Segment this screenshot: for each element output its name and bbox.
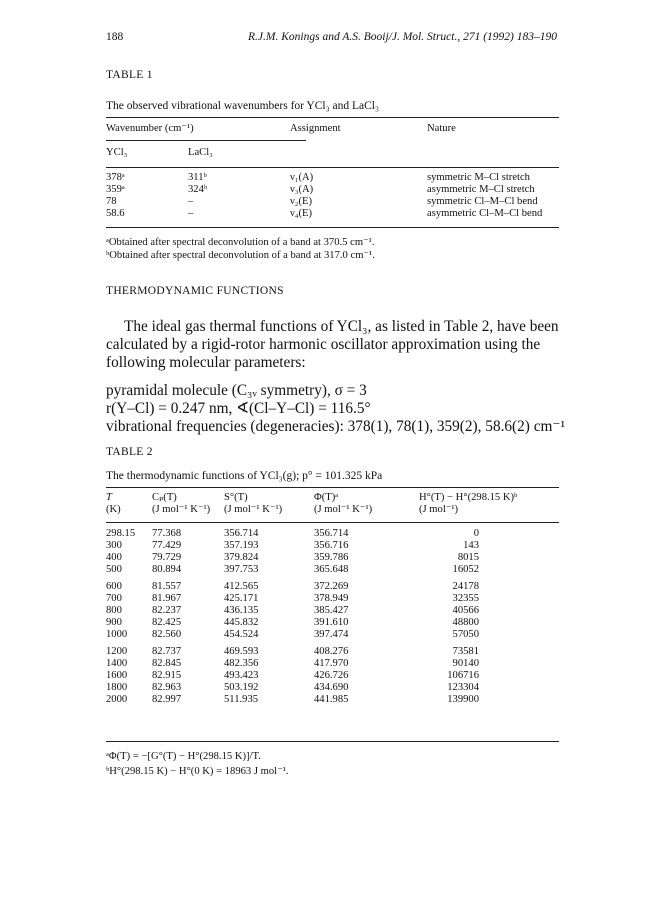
table2-unit-phi: (J mol⁻¹ K⁻¹)	[314, 504, 373, 515]
table1-footnote-a: ᵃObtained after spectral deconvolution of a band at 370.5 cm⁻¹.	[106, 237, 375, 248]
table2-cell-phi: 359.786	[314, 552, 349, 563]
table2-header-rule	[106, 522, 559, 523]
table2-cell-phi: 356.714	[314, 528, 349, 539]
table2-cell-cp: 81.557	[152, 581, 182, 592]
table1-col-nature: Nature	[427, 123, 456, 134]
table2-cell-t: 298.15	[106, 528, 136, 539]
table-row	[106, 564, 559, 576]
table1-cell-lacl3: 311ᵇ	[188, 172, 207, 183]
table2-cell-t: 2000	[106, 694, 128, 705]
table1-cell-lacl3: 324ᵇ	[188, 184, 208, 195]
table2-cell-phi: 408.276	[314, 646, 349, 657]
table2-cell-phi: 426.726	[314, 670, 349, 681]
table1-cell-ycl3: 359ᵃ	[106, 184, 125, 195]
table2-cell-cp: 82.963	[152, 682, 182, 693]
table2-cell-phi: 372.269	[314, 581, 349, 592]
table2-cell-t: 600	[106, 581, 122, 592]
table2-cell-t: 400	[106, 552, 122, 563]
table2-cell-t: 500	[106, 564, 122, 575]
table2-col-h: H°(T) − H°(298.15 K)ᵇ	[419, 492, 518, 503]
table-row	[106, 658, 559, 670]
table2-cell-h: 0	[473, 528, 479, 539]
table2-col-cp: Cₚ(T)	[152, 492, 177, 503]
table1-cell-assignment: ν₂(E)	[290, 196, 313, 207]
table2-cell-s: 469.593	[224, 646, 259, 657]
table2-cell-h: 8015	[457, 552, 479, 563]
table2-cell-cp: 81.967	[152, 593, 182, 604]
table2-cell-s: 493.423	[224, 670, 259, 681]
table2-cell-s: 412.565	[224, 581, 259, 592]
table1-cell-nature: symmetric M–Cl stretch	[427, 172, 530, 183]
table2-cell-h: 143	[463, 540, 479, 551]
table1-header-sub	[106, 147, 559, 159]
table2-header	[106, 492, 559, 516]
table1-cell-nature: symmetric Cl–M–Cl bend	[427, 196, 538, 207]
table1-cell-assignment: ν₄(E)	[290, 208, 313, 219]
table2-footnote-b: ᵇH°(298.15 K) − H°(0 K) = 18963 J mol⁻¹.	[106, 766, 289, 777]
table2-cell-h: 139900	[447, 694, 479, 705]
table2-cell-t: 800	[106, 605, 122, 616]
table-row	[106, 617, 559, 629]
table2-cell-h: 73581	[452, 646, 479, 657]
table2-body	[106, 528, 559, 706]
table-row	[106, 641, 559, 658]
table1-col-ycl3: YCl₃	[106, 147, 128, 158]
table2-cell-t: 1800	[106, 682, 128, 693]
table2-unit-h: (J mol⁻¹)	[419, 504, 459, 515]
table2-cell-cp: 77.429	[152, 540, 182, 551]
table2-cell-h: 40566	[452, 605, 479, 616]
table2-cell-t: 1400	[106, 658, 128, 669]
running-header-citation: R.J.M. Konings and A.S. Booij/J. Mol. Struct., 271 (1992) 183–190	[248, 31, 557, 43]
table2-cell-cp: 82.737	[152, 646, 182, 657]
table2-cell-t: 1000	[106, 629, 128, 640]
table2-cell-cp: 79.729	[152, 552, 182, 563]
table1-footnote-b: ᵇObtained after spectral deconvolution of a band at 317.0 cm⁻¹.	[106, 250, 375, 261]
table2-cell-cp: 82.845	[152, 658, 182, 669]
table2-cell-s: 397.753	[224, 564, 259, 575]
table2-footnote-a: ᵃΦ(T) = −[G°(T) − H°(298.15 K)]/T.	[106, 751, 261, 762]
table-row	[106, 682, 559, 694]
table2-col-t: T	[106, 492, 112, 503]
table2-cell-h: 48800	[452, 617, 479, 628]
table1-span-rule	[106, 140, 306, 141]
table1-cell-lacl3: –	[188, 208, 194, 219]
table1-body	[106, 172, 559, 220]
body-paragraph: The ideal gas thermal functions of YCl₃, as listed in Table 2, have been calculated by a rigid-rotor harmonic oscillator approximation using the following molecular parameters:	[106, 318, 559, 371]
table2-top-rule	[106, 487, 559, 488]
table2-cell-h: 16052	[452, 564, 479, 575]
table1-cell-assignment: ν₃(A)	[290, 184, 314, 195]
table1-cell-lacl3: –	[188, 196, 194, 207]
table2-cell-phi: 356.716	[314, 540, 349, 551]
table2-caption: The thermodynamic functions of YCl₃(g); p° = 101.325 kPa	[106, 470, 383, 482]
table2-cell-cp: 82.237	[152, 605, 182, 616]
table2-cell-s: 357.193	[224, 540, 259, 551]
table2-cell-cp: 82.915	[152, 670, 182, 681]
table-row	[106, 694, 559, 706]
table2-cell-phi: 385.427	[314, 605, 349, 616]
table2-cell-h: 90140	[452, 658, 479, 669]
table2-cell-phi: 434.690	[314, 682, 349, 693]
table2-col-phi: Φ(T)ᵃ	[314, 492, 339, 503]
table2-col-s: S°(T)	[224, 492, 248, 503]
table2-cell-s: 356.714	[224, 528, 259, 539]
table-row	[106, 605, 559, 617]
table2-cell-h: 57050	[452, 629, 479, 640]
table2-cell-h: 24178	[452, 581, 479, 592]
table2-cell-t: 900	[106, 617, 122, 628]
table2-cell-t: 1600	[106, 670, 128, 681]
table2-cell-h: 106716	[447, 670, 479, 681]
table2-cell-s: 454.524	[224, 629, 259, 640]
table2-label: TABLE 2	[106, 446, 153, 458]
table-row	[106, 593, 559, 605]
page-number: 188	[106, 31, 124, 43]
table1-cell-nature: asymmetric M–Cl stretch	[427, 184, 535, 195]
table2-cell-s: 379.824	[224, 552, 259, 563]
table-row	[106, 629, 559, 641]
table2-cell-t: 700	[106, 593, 122, 604]
table-row	[106, 528, 559, 540]
table1-cell-ycl3: 378ᵃ	[106, 172, 125, 183]
table1-header-rule	[106, 167, 559, 168]
table-row	[106, 670, 559, 682]
table2-cell-cp: 82.997	[152, 694, 182, 705]
table1-cell-assignment: ν₁(A)	[290, 172, 314, 183]
table2-cell-s: 445.832	[224, 617, 259, 628]
table2-cell-t: 300	[106, 540, 122, 551]
table2-cell-phi: 391.610	[314, 617, 349, 628]
table-row	[106, 184, 559, 196]
table1-col-lacl3: LaCl₃	[188, 147, 213, 158]
table2-cell-phi: 378.949	[314, 593, 349, 604]
table2-cell-phi: 441.985	[314, 694, 349, 705]
table-row	[106, 172, 559, 184]
table2-unit-cp: (J mol⁻¹ K⁻¹)	[152, 504, 211, 515]
table1-cell-nature: asymmetric Cl–M–Cl bend	[427, 208, 543, 219]
table2-cell-s: 511.935	[224, 694, 259, 705]
table1-caption: The observed vibrational wavenumbers for YCl₃ and LaCl₃	[106, 100, 379, 112]
table1-label: TABLE 1	[106, 69, 153, 81]
table2-cell-cp: 77.368	[152, 528, 182, 539]
table2-cell-s: 425.171	[224, 593, 259, 604]
table1-cell-ycl3: 78	[106, 196, 117, 207]
table2-cell-s: 482.356	[224, 658, 259, 669]
table2-cell-t: 1200	[106, 646, 128, 657]
table2-cell-cp: 80.894	[152, 564, 182, 575]
table2-cell-h: 32355	[452, 593, 479, 604]
table2-unit-t: (K)	[106, 504, 121, 515]
table2-cell-phi: 417.970	[314, 658, 349, 669]
table1-header-top	[106, 123, 559, 135]
table1-top-rule	[106, 117, 559, 118]
table1-cell-ycl3: 58.6	[106, 208, 125, 219]
table2-cell-h: 123304	[447, 682, 479, 693]
param-line-1: pyramidal molecule (C₃ᵥ symmetry), σ = 3	[106, 382, 367, 399]
table-row	[106, 540, 559, 552]
param-line-3: vibrational frequencies (degeneracies): 378(1), 78(1), 359(2), 58.6(2) cm⁻¹	[106, 418, 566, 435]
table1-bottom-rule	[106, 227, 559, 228]
table-row	[106, 576, 559, 593]
table2-cell-s: 503.192	[224, 682, 259, 693]
table-row	[106, 208, 559, 220]
table-row	[106, 196, 559, 208]
table2-cell-s: 436.135	[224, 605, 259, 616]
table-row	[106, 552, 559, 564]
table1-col-assignment: Assignment	[290, 123, 341, 134]
table1-col-wavenumber: Wavenumber (cm⁻¹)	[106, 123, 194, 134]
section-heading: THERMODYNAMIC FUNCTIONS	[106, 285, 284, 297]
table2-cell-phi: 397.474	[314, 629, 349, 640]
table2-cell-cp: 82.560	[152, 629, 182, 640]
table2-cell-phi: 365.648	[314, 564, 349, 575]
param-line-2: r(Y–Cl) = 0.247 nm, ∢(Cl–Y–Cl) = 116.5°	[106, 400, 371, 417]
table2-bottom-rule	[106, 741, 559, 742]
table2-unit-s: (J mol⁻¹ K⁻¹)	[224, 504, 283, 515]
table2-cell-cp: 82.425	[152, 617, 182, 628]
